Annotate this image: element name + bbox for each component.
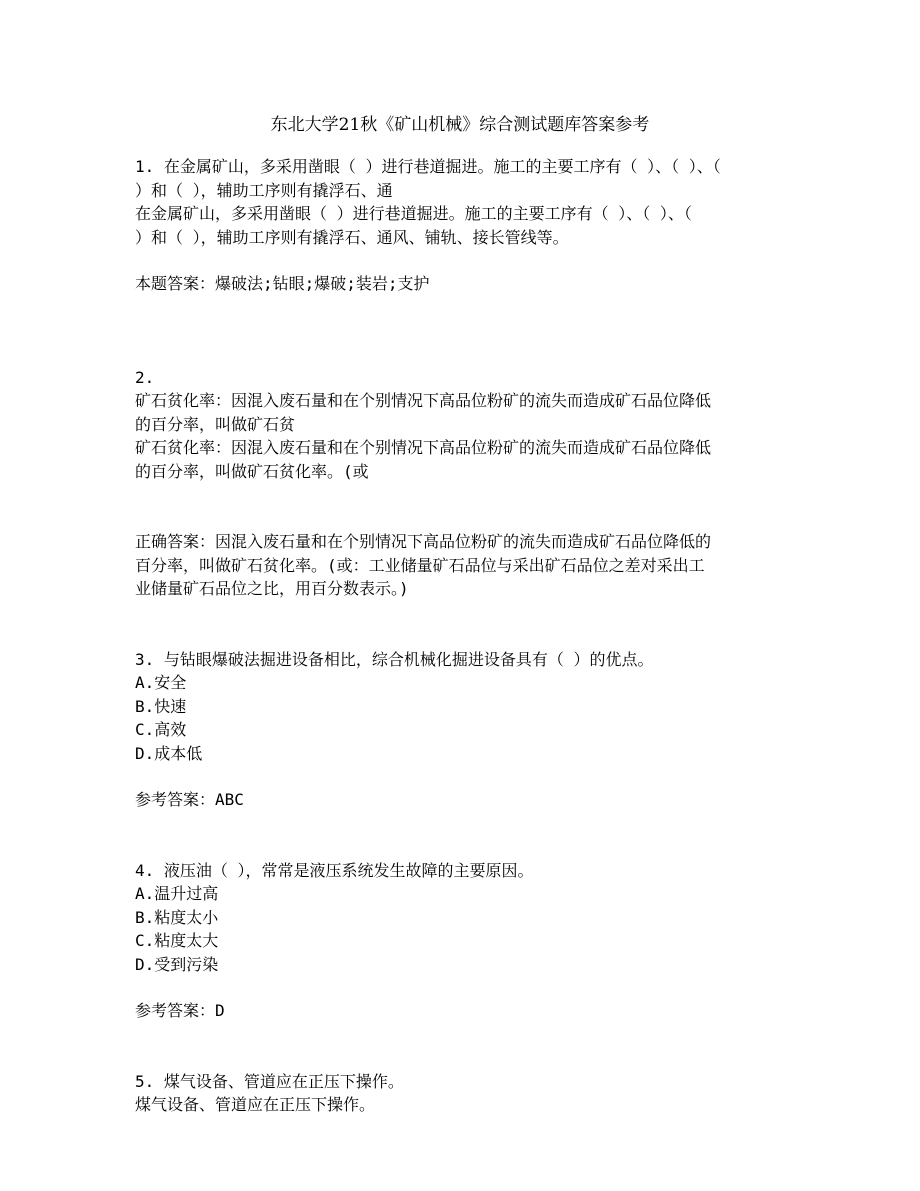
question-1-detail-line-1: 在金属矿山，多采用凿眼（ ）进行巷道掘进。施工的主要工序有（ ）、（ ）、（ [135, 204, 692, 223]
question-2-answer-line-3: 业储量矿石品位之比，用百分数表示。) [135, 579, 409, 598]
question-2-stem-line-2: 的百分率，叫做矿石贫 [135, 414, 296, 434]
question-1-stem-line-2: ）和（ ），辅助工序则有撬浮石、通 [135, 180, 393, 200]
question-4-option-d: D.受到污染 [135, 954, 219, 974]
question-4-option-c: C.粘度太大 [135, 931, 219, 950]
question-2-number: 2. [135, 367, 155, 387]
question-list [135, 155, 795, 1117]
question-4 [135, 859, 795, 1023]
question-2 [135, 366, 795, 601]
question-1-detail-line-2: ）和（ ），辅助工序则有撬浮石、通风、铺轨、接长管线等。 [135, 227, 569, 247]
question-5-detail: 煤气设备、管道应在正压下操作。 [135, 1095, 376, 1114]
question-2-stem-line-1: 矿石贫化率：因混入废石量和在个别情况下高品位粉矿的流失而造成矿石品位降低 [135, 391, 712, 410]
question-3-answer: 参考答案：ABC [135, 790, 244, 809]
question-3-option-c: C.高效 [135, 720, 187, 739]
question-3-stem: 3. 与钻眼爆破法掘进设备相比，综合机械化掘进设备具有（ ）的优点。 [135, 649, 654, 669]
question-2-detail-line-2: 的百分率，叫做矿石贫化率。(或 [135, 461, 369, 481]
question-2-detail-line-1: 矿石贫化率：因混入废石量和在个别情况下高品位粉矿的流失而造成矿石品位降低 [135, 438, 712, 457]
question-1-stem-line-1: 1. 在金属矿山，多采用凿眼（ ）进行巷道掘进。施工的主要工序有（ ）、（ ）、（ [135, 157, 721, 176]
question-3-option-d: D.成本低 [135, 743, 203, 763]
question-2-answer-line-2: 百分率，叫做矿石贫化率。(或：工业储量矿石品位与采出矿石品位之差对采出工 [135, 555, 705, 575]
question-3-option-b: B.快速 [135, 696, 187, 716]
question-4-option-b: B.粘度太小 [135, 907, 219, 927]
question-3 [135, 648, 795, 812]
question-5-stem: 5. 煤气设备、管道应在正压下操作。 [135, 1071, 404, 1091]
page-title: 东北大学21秋《矿山机械》综合测试题库答案参考 [270, 115, 650, 135]
question-4-stem: 4. 液压油（ ），常常是液压系统发生故障的主要原因。 [135, 860, 534, 880]
question-3-option-a: A.安全 [135, 673, 187, 692]
question-5 [135, 1070, 795, 1117]
question-2-answer-line-1: 正确答案：因混入废石量和在个别情况下高品位粉矿的流失而造成矿石品位降低的 [135, 532, 712, 551]
question-4-answer: 参考答案：D [135, 1001, 225, 1020]
question-1-answer: 本题答案：爆破法;钻眼;爆破;装岩;支护 [135, 274, 430, 293]
question-4-option-a: A.温升过高 [135, 884, 219, 903]
question-1 [135, 155, 795, 296]
